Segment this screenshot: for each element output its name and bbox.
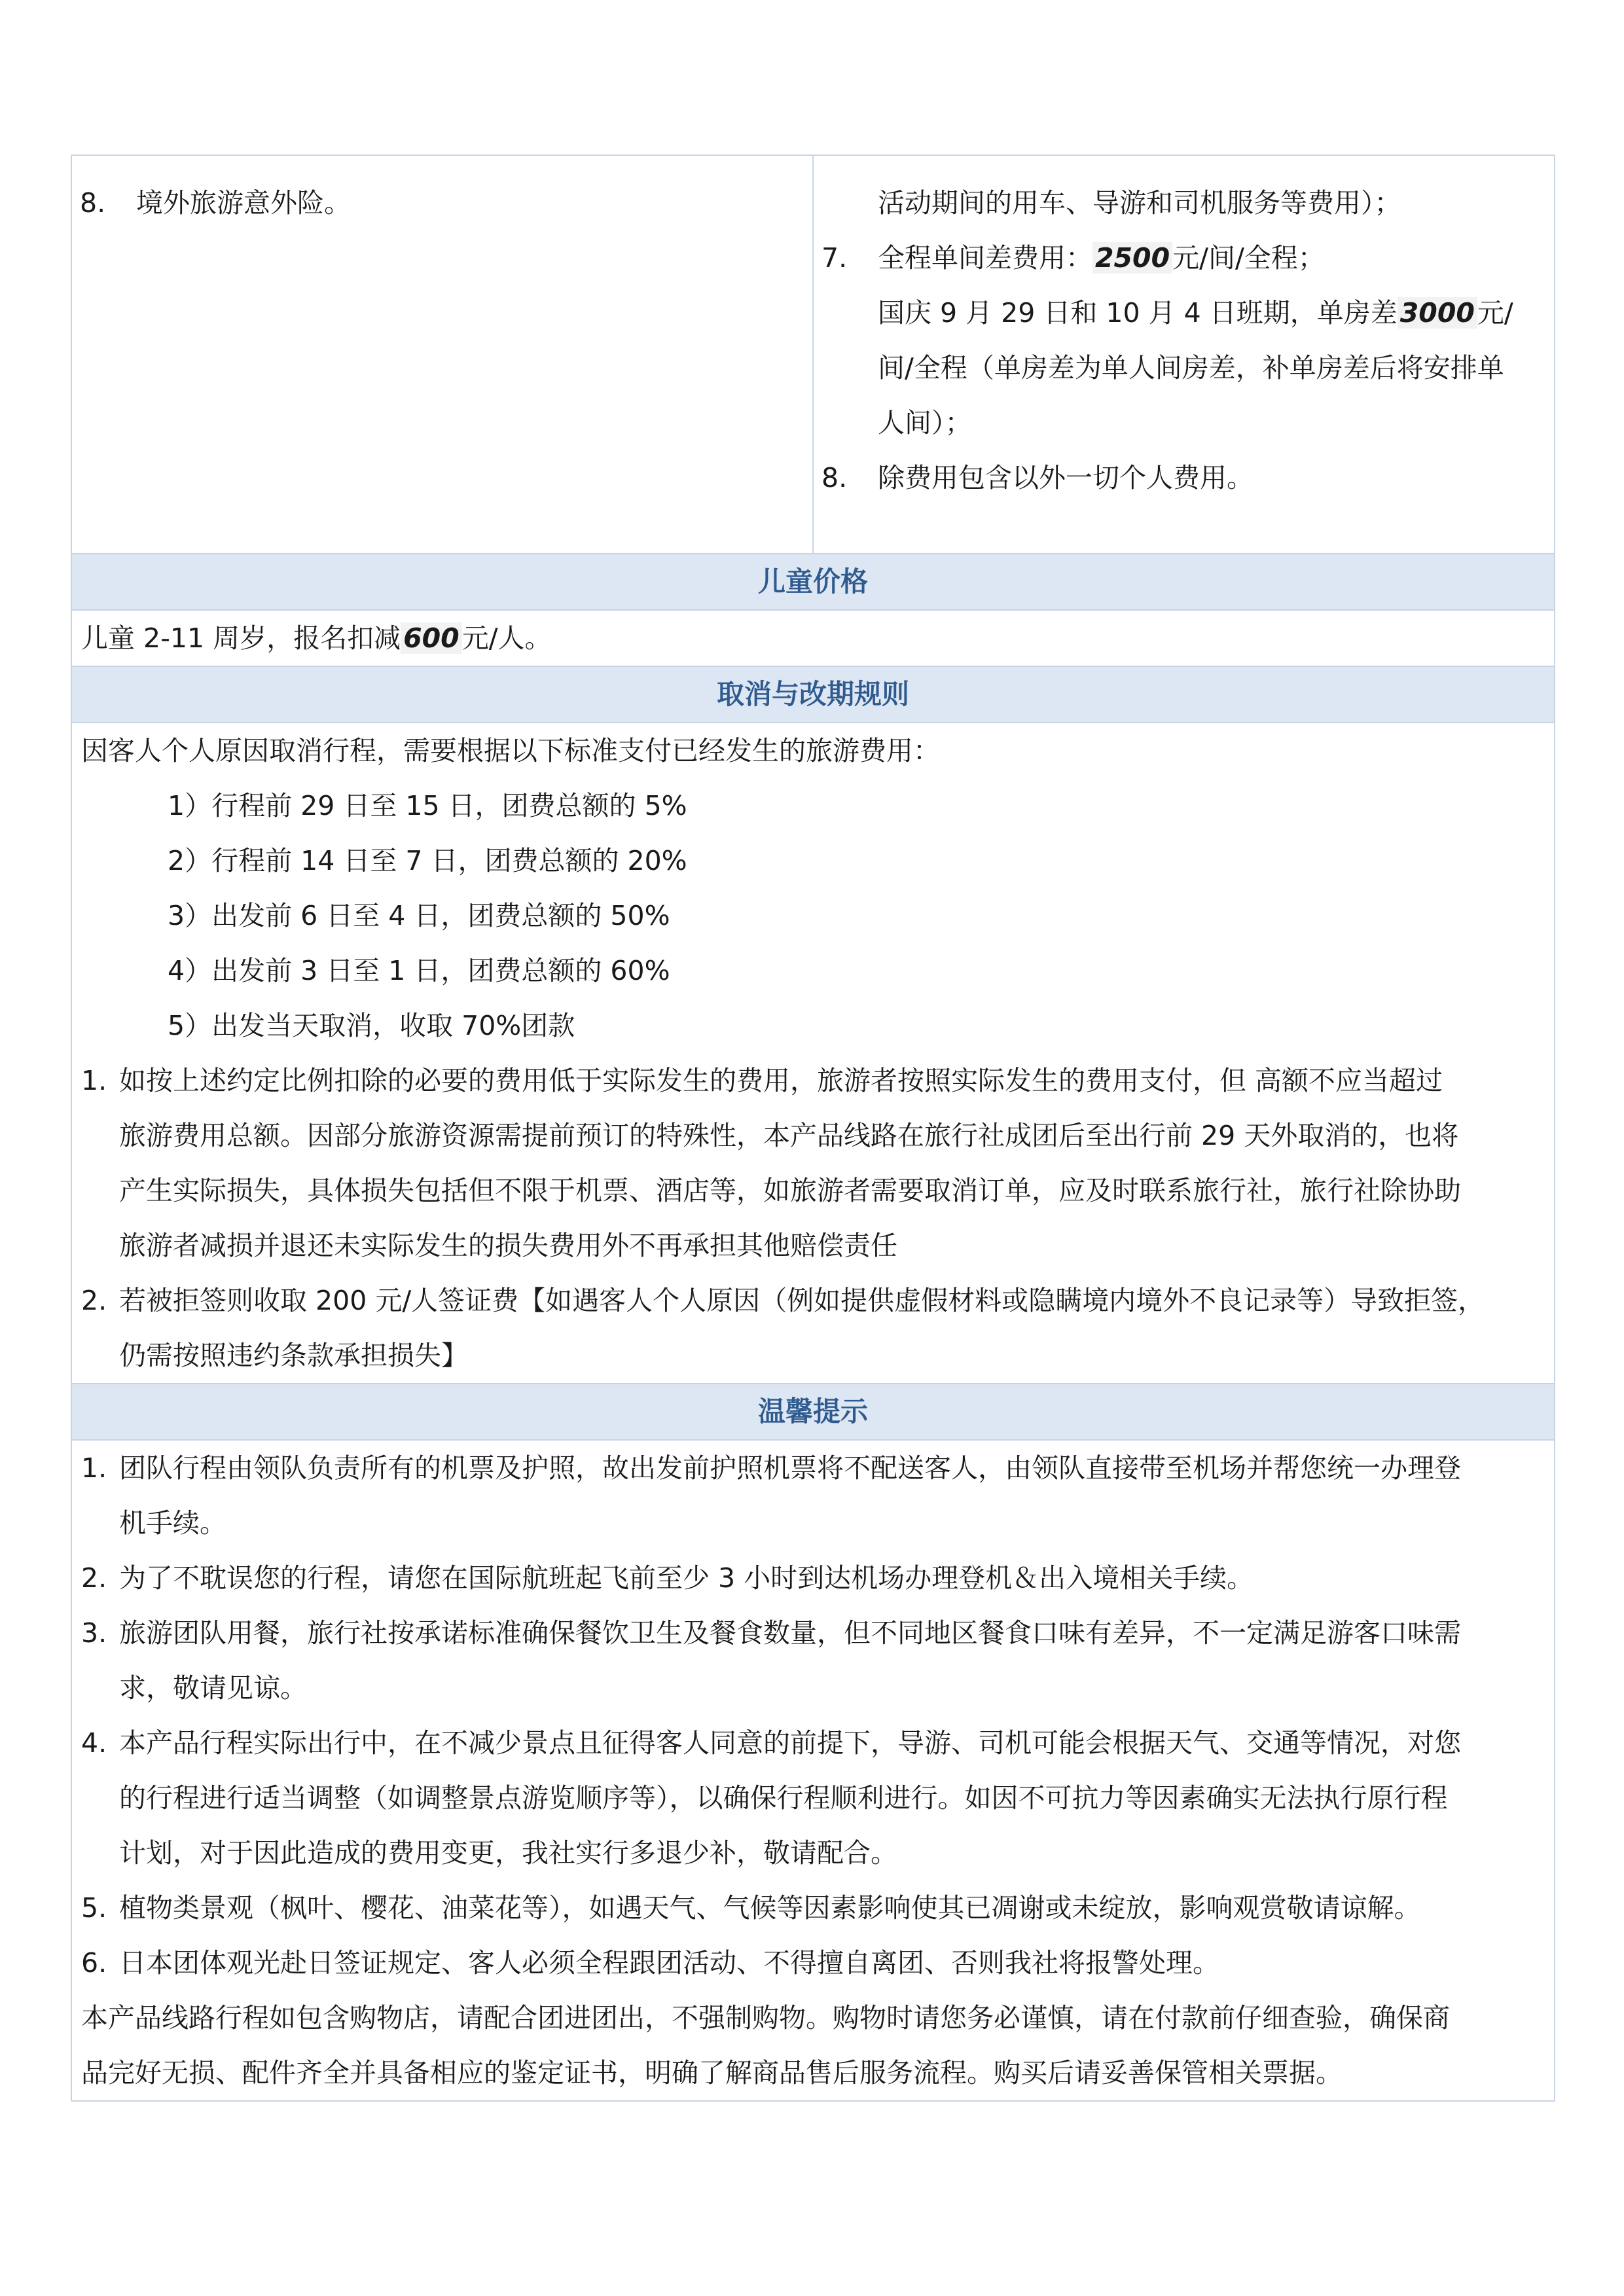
excluded-item-6-continuation: 活动期间的用车、导游和司机服务等费用）； [878,187,1401,219]
cancellation-rule: 4）出发前 3 日至 1 日，团费总额的 60% [168,955,670,986]
tip-6: 6. 日本团体观光赴日签证规定、客人必须全程跟团活动、不得擅自离团、否则我社将报警处理。 [81,1947,1219,1979]
included-item-8: 8. 境外旅游意外险。 [80,187,351,219]
tip-3-line: 求，敬请见谅。 [119,1672,307,1704]
cancellation-intro: 因客人个人原因取消行程，需要根据以下标准支付已经发生的旅游费用： [81,735,940,766]
tip-2: 2. 为了不耽误您的行程，请您在国际航班起飞前至少 3 小时到达机场办理登机＆出入境相关手续。 [81,1562,1254,1594]
cancellation-body [72,723,1554,1384]
tip-5: 5. 植物类景观（枫叶、樱花、油菜花等），如遇天气、气候等因素影响使其已凋谢或未绽放，影响观赏敬请谅解。 [81,1892,1421,1924]
excluded-item-7-line-4: 人间）； [878,407,972,439]
cancellation-rule: 3）出发前 6 日至 4 日，团费总额的 50% [168,900,670,931]
cancellation-header: 取消与改期规则 [72,667,1554,723]
single-room-price: 2500 [1092,242,1172,274]
tip-1: 1. 团队行程由领队负责所有的机票及护照，故出发前护照机票将不配送客人，由领队直接带至机场并帮您统一办理登 [81,1452,1461,1484]
fees-included-column [72,156,814,553]
tips-header: 温馨提示 [72,1384,1554,1441]
tip-1-line: 机手续。 [119,1507,226,1539]
fees-row [72,156,1554,554]
shopping-note: 本产品线路行程如包含购物店，请配合团进团出，不强制购物。购物时请您务必谨慎，请在付款前仔细查验，确保商 [81,2002,1450,2034]
cancellation-rule: 1）行程前 29 日至 15 日，团费总额的 5% [168,790,687,821]
children-discount-price: 600 [401,622,462,654]
cancellation-rule: 5）出发当天取消，收取 70%团款 [168,1010,575,1041]
itinerary-table [71,154,1555,2102]
children-price-header: 儿童价格 [72,554,1554,611]
excluded-item-7: 7. 全程单间差费用：2500元/间/全程； [821,242,1325,274]
excluded-item-8: 8. 除费用包含以外一切个人费用。 [821,462,1254,493]
tip-4: 4. 本产品行程实际出行中，在不减少景点且征得客人同意的前提下，导游、司机可能会根据天气、交通等情况，对您 [81,1727,1461,1759]
cancellation-note-1: 1. 如按上述约定比例扣除的必要的费用低于实际发生的费用，旅游者按照实际发生的费用支付，但 高额不应当超过 [81,1065,1443,1096]
children-price-body [72,611,1554,667]
cancellation-note-2-line: 仍需按照违约条款承担损失】 [119,1340,468,1371]
cancellation-note-1-line: 产生实际损失，具体损失包括但不限于机票、酒店等，如旅游者需要取消订单，应及时联系旅行社，旅行社除协助 [119,1175,1461,1206]
fees-excluded-column [814,156,1554,553]
tip-3: 3. 旅游团队用餐，旅行社按承诺标准确保餐饮卫生及餐食数量，但不同地区餐食口味有差异，不一定满足游客口味需 [81,1617,1461,1649]
cancellation-note-1-line: 旅游者减损并退还未实际发生的损失费用外不再承担其他赔偿责任 [119,1230,897,1261]
cancellation-note-2: 2. 若被拒签则收取 200 元/人签证费【如遇客人个人原因（例如提供虚假材料或隐瞒境内境外不良记录等）导致拒签， [81,1285,1485,1316]
excluded-item-7-line-3: 间/全程（单房差为单人间房差，补单房差后将安排单 [878,352,1504,384]
excluded-item-7-line-2: 国庆 9 月 29 日和 10 月 4 日班期，单房差3000元/ [878,297,1513,329]
cancellation-note-1-line: 旅游费用总额。因部分旅游资源需提前预订的特殊性，本产品线路在旅行社成团后至出行前 29 天外取消的，也将 [119,1120,1459,1151]
tip-4-line: 的行程进行适当调整（如调整景点游览顺序等），以确保行程顺利进行。如因不可抗力等因素确实无法执行原行程 [119,1782,1448,1814]
holiday-single-room-price: 3000 [1398,297,1477,329]
shopping-note-line: 品完好无损、配件齐全并具备相应的鉴定证书，明确了解商品售后服务流程。购买后请妥善保管相关票据。 [81,2057,1343,2089]
tips-body [72,1441,1554,2100]
children-price-text: 儿童 2-11 周岁，报名扣减600元/人。 [81,622,552,654]
cancellation-rule: 2）行程前 14 日至 7 日，团费总额的 20% [168,845,687,876]
tip-4-line: 计划，对于因此造成的费用变更，我社实行多退少补，敬请配合。 [119,1837,897,1869]
